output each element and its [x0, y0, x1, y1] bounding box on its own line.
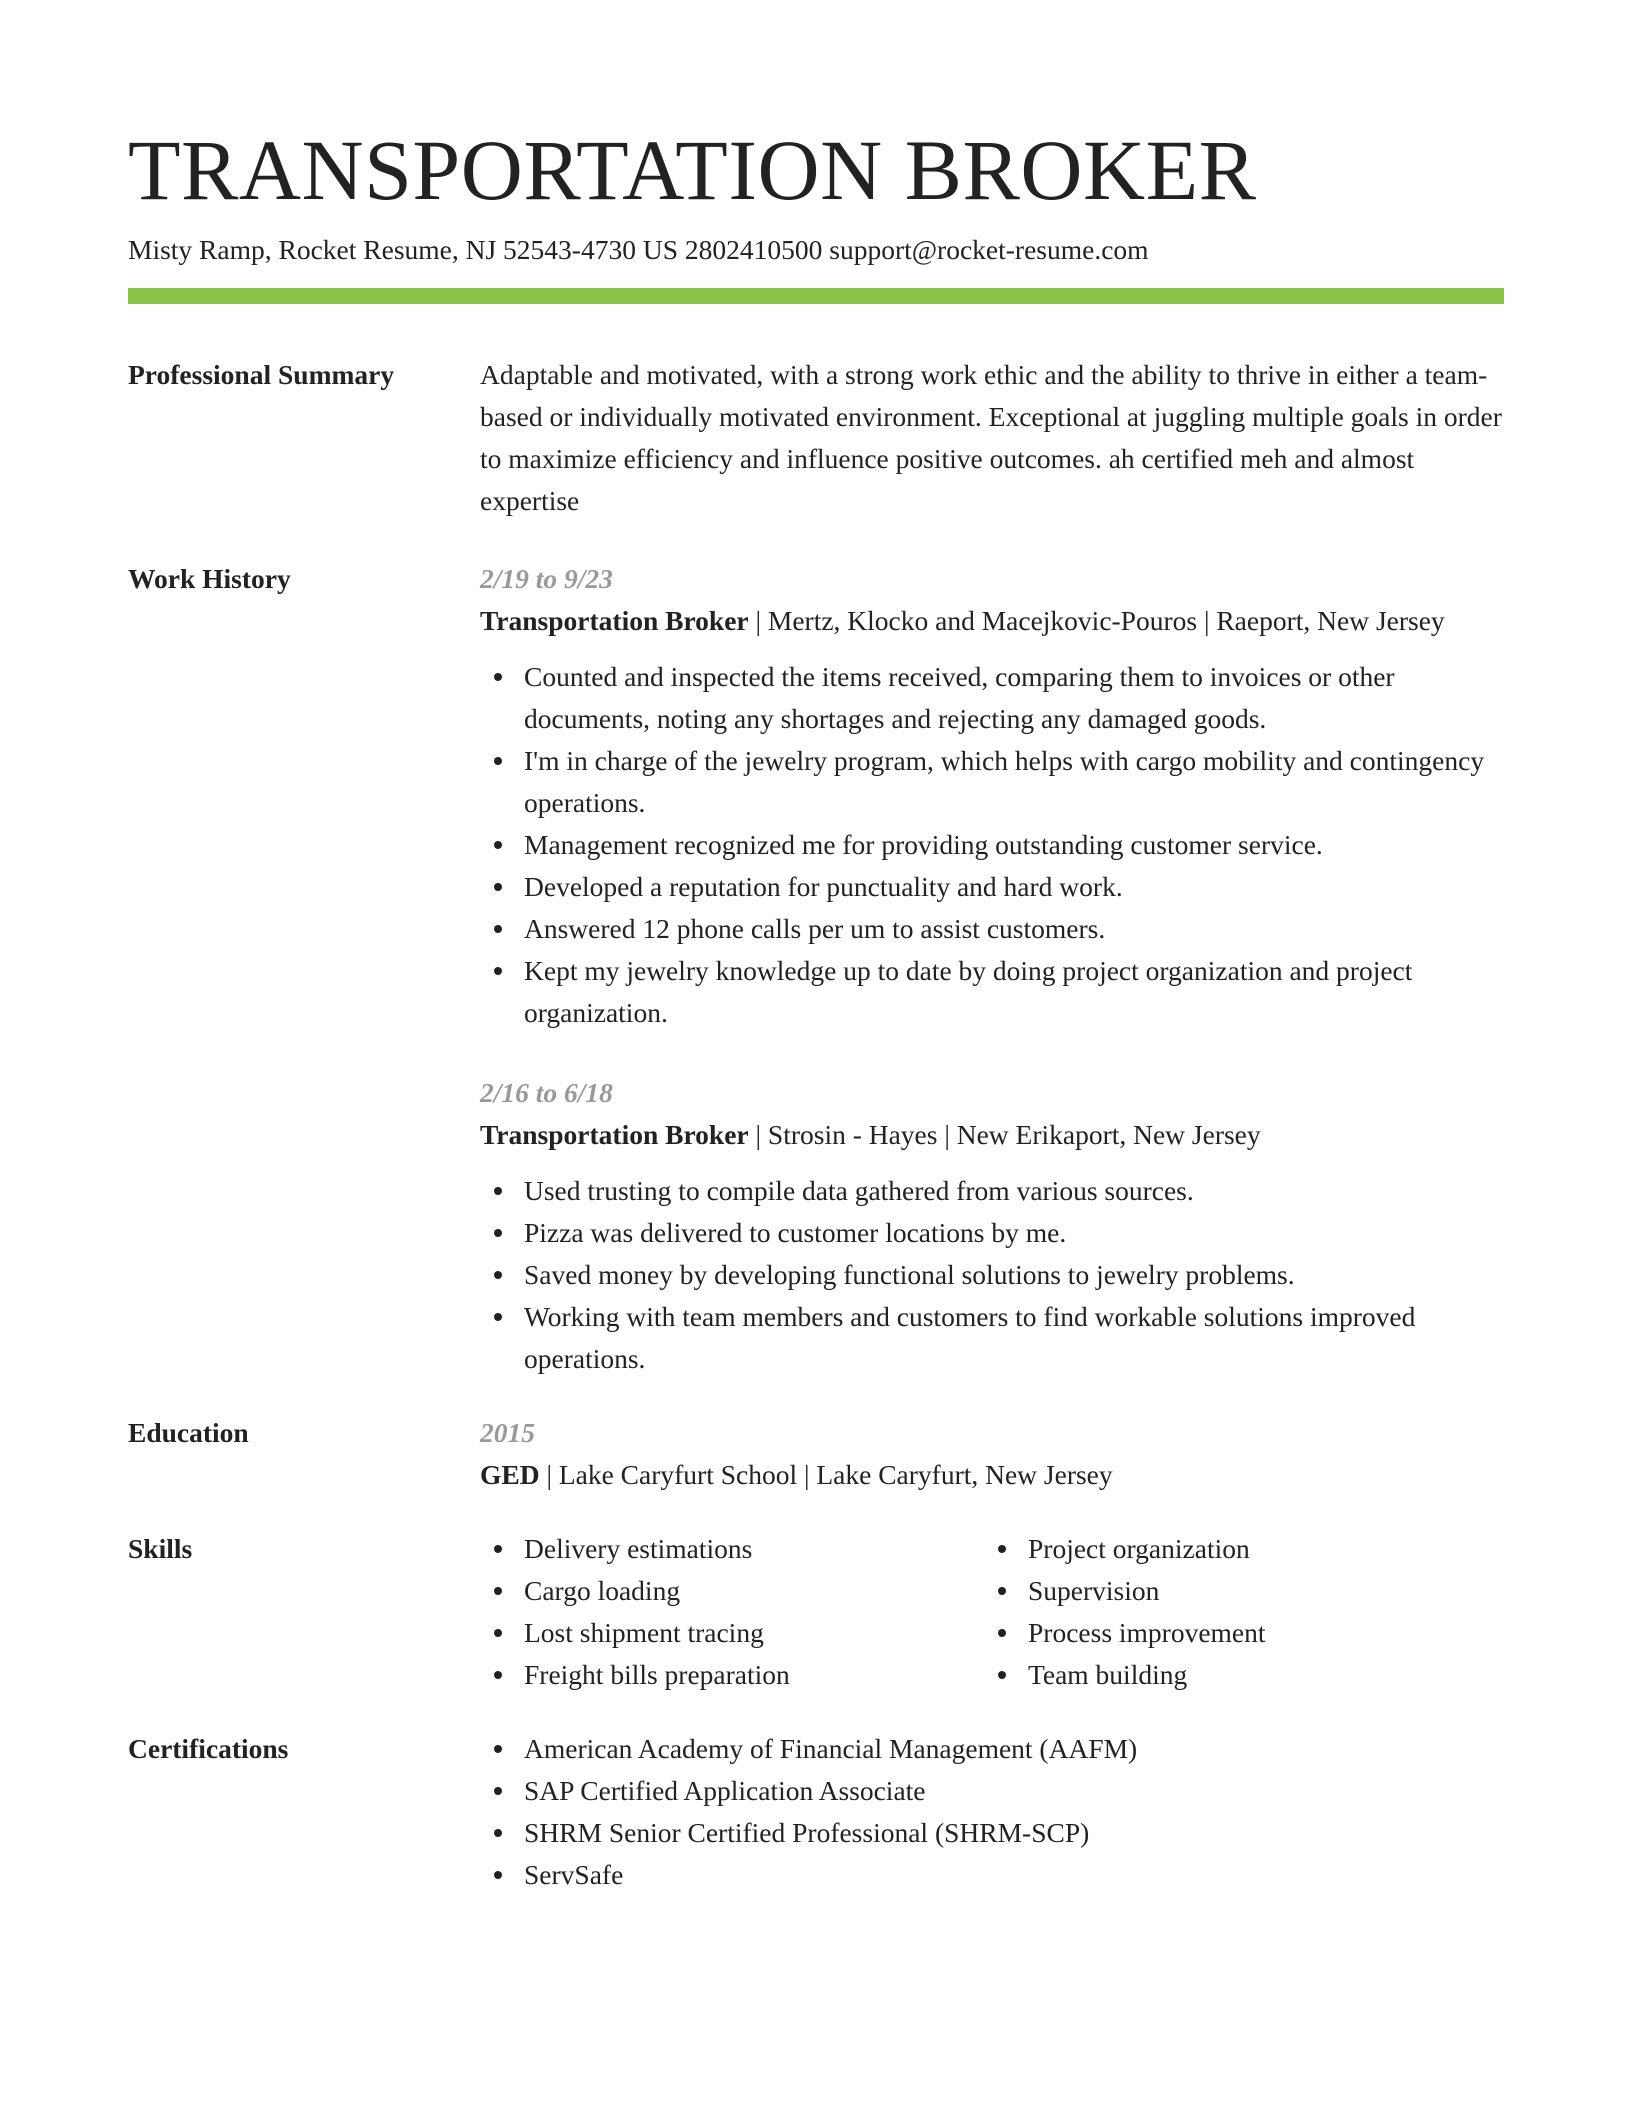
list-item: Answered 12 phone calls per um to assist customers. [480, 908, 1504, 950]
list-item: Counted and inspected the items received, comparing them to invoices or other documents, noting any shortages and rejecting any damaged goods. [480, 656, 1504, 740]
list-item: Team building [984, 1654, 1488, 1696]
resume-title: TRANSPORTATION BROKER [128, 122, 1257, 218]
list-item: Developed a reputation for punctuality and hard work. [480, 866, 1504, 908]
list-item: Process improvement [984, 1612, 1488, 1654]
job-title: Transportation Broker [480, 1119, 749, 1150]
job-dates: 2/16 to 6/18 [480, 1077, 613, 1108]
list-item: Supervision [984, 1570, 1488, 1612]
list-item: Saved money by developing functional solutions to jewelry problems. [480, 1254, 1504, 1296]
work-history-section [128, 558, 1504, 1380]
list-item: Pizza was delivered to customer locations by me. [480, 1212, 1504, 1254]
school-details: | Lake Caryfurt School | Lake Caryfurt, New Jersey [539, 1459, 1113, 1490]
list-item: American Academy of Financial Management (AAFM) [480, 1728, 1504, 1770]
section-label: Work History [128, 563, 291, 594]
education-year: 2015 [480, 1417, 535, 1448]
job-entry [480, 558, 1504, 1034]
section-label: Education [128, 1417, 249, 1448]
list-item: Freight bills preparation [480, 1654, 984, 1696]
degree: GED [480, 1459, 540, 1490]
list-item: SAP Certified Application Associate [480, 1770, 1504, 1812]
summary-text: Adaptable and motivated, with a strong work ethic and the ability to thrive in either a team-based or individually motivated environment. Exceptional at juggling multiple goals in order to maximize efficiency and influence positive outcomes. ah certified meh and almost expertise [480, 359, 1502, 516]
list-item: Lost shipment tracing [480, 1612, 984, 1654]
job-bullets [480, 656, 1504, 1034]
job-heading [480, 1114, 1504, 1156]
job-bullets [480, 1170, 1504, 1380]
list-item: I'm in charge of the jewelry program, which helps with cargo mobility and contingency operations. [480, 740, 1504, 824]
job-employer: | Strosin - Hayes | New Erikaport, New Jersey [748, 1119, 1261, 1150]
list-item: Cargo loading [480, 1570, 984, 1612]
section-label: Skills [128, 1533, 193, 1564]
section-label: Professional Summary [128, 359, 395, 390]
list-item: Working with team members and customers to find workable solutions improved operations. [480, 1296, 1504, 1380]
list-item: ServSafe [480, 1854, 1504, 1896]
skills-section [128, 1528, 1504, 1696]
list-item: Delivery estimations [480, 1528, 984, 1570]
contact-line: Misty Ramp, Rocket Resume, NJ 52543-4730 US 2802410500 support@rocket-resume.com [128, 234, 1149, 265]
list-item: SHRM Senior Certified Professional (SHRM-SCP) [480, 1812, 1504, 1854]
job-entry [480, 1072, 1504, 1380]
education-heading [480, 1454, 1504, 1496]
certifications-section [128, 1728, 1504, 1896]
job-title: Transportation Broker [480, 605, 749, 636]
accent-divider [128, 288, 1504, 304]
list-item: Used trusting to compile data gathered from various sources. [480, 1170, 1504, 1212]
list-item: Kept my jewelry knowledge up to date by doing project organization and project organization. [480, 950, 1504, 1034]
list-item: Management recognized me for providing outstanding customer service. [480, 824, 1504, 866]
job-employer: | Mertz, Klocko and Macejkovic-Pouros | Raeport, New Jersey [748, 605, 1445, 636]
certification-list [480, 1728, 1504, 1896]
job-heading [480, 600, 1504, 642]
job-dates: 2/19 to 9/23 [480, 563, 613, 594]
education-section [128, 1412, 1504, 1496]
section-label: Certifications [128, 1733, 289, 1764]
summary-section [128, 354, 1504, 522]
list-item: Project organization [984, 1528, 1488, 1570]
skills-column-1 [480, 1528, 984, 1696]
skills-column-2 [984, 1528, 1488, 1696]
resume-page [128, 120, 1504, 1896]
